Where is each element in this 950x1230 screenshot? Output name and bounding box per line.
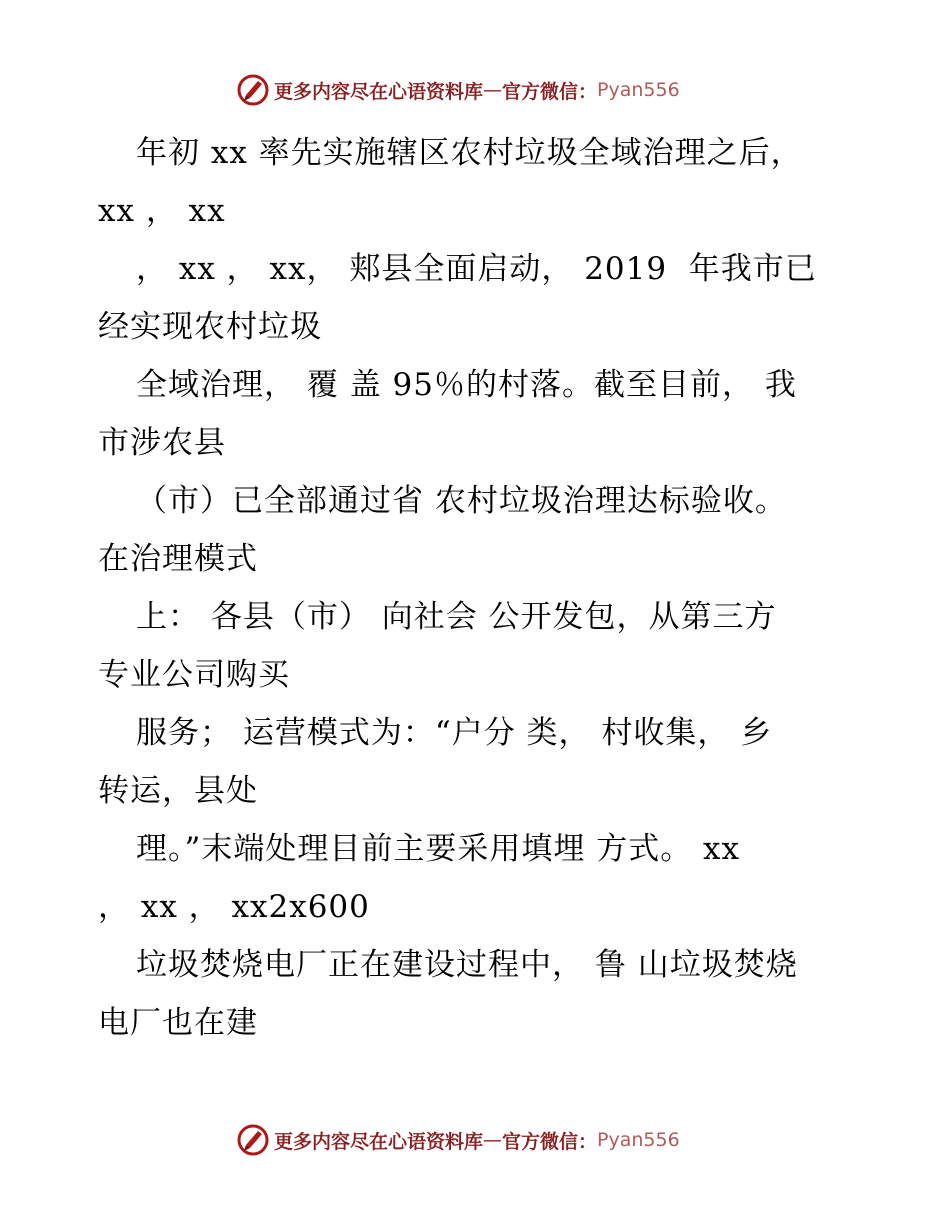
text-line: 专业公司购买 (98, 657, 290, 693)
watermark-wechat-label: 官方微信： (502, 1130, 598, 1153)
header-watermark (236, 70, 680, 110)
text-line: xx ， xx (98, 193, 226, 229)
text-line: 在治理模式 (98, 541, 258, 577)
text-line: 市涉农县 (98, 425, 226, 461)
text-line: 年初 xx 率先实施辖区农村垃圾全域治理之后， (136, 135, 803, 171)
footer-watermark (236, 1120, 680, 1160)
text-line: 理。”末端处理目前主要采用填埋 方式。 xx (136, 831, 741, 867)
watermark-wechat-id: Pyan556 (597, 1129, 680, 1151)
watermark-wechat-id: Pyan556 (597, 79, 680, 101)
text-line: （市）已全部通过省 农村垃圾治理达标验收。 (136, 483, 787, 519)
text-line: 电厂也在建 (98, 1005, 258, 1041)
text-line: 转运，县处 (98, 773, 258, 809)
text-line: 垃圾焚烧电厂正在建设过程中， 鲁 山垃圾焚烧 (136, 947, 798, 983)
watermark-wechat-label: 官方微信： (502, 80, 598, 103)
document-body (98, 124, 858, 1052)
text-line: ， xx ， xx， 郏县全面启动， 2019 年我市已 (136, 251, 817, 287)
watermark-site-name: 更多内容尽在心语资料库 (274, 80, 484, 103)
text-line: ， xx ， xx2x600 (98, 889, 370, 925)
watermark-site-name: 更多内容尽在心语资料库 (274, 1130, 484, 1153)
text-line: 全域治理， 覆 盖 95％的村落。截至目前， 我 (136, 367, 797, 403)
text-line: 经实现农村垃圾 (98, 309, 322, 345)
text-line: 服务； 运营模式为：“户分 类， 村收集， 乡 (136, 715, 773, 751)
watermark-dash: — (483, 1129, 503, 1151)
watermark-dash: — (483, 79, 503, 101)
text-line: 上： 各县（市） 向社会 公开发包，从第三方 (136, 599, 777, 635)
logo-icon (236, 73, 270, 107)
logo-icon (236, 1123, 270, 1157)
